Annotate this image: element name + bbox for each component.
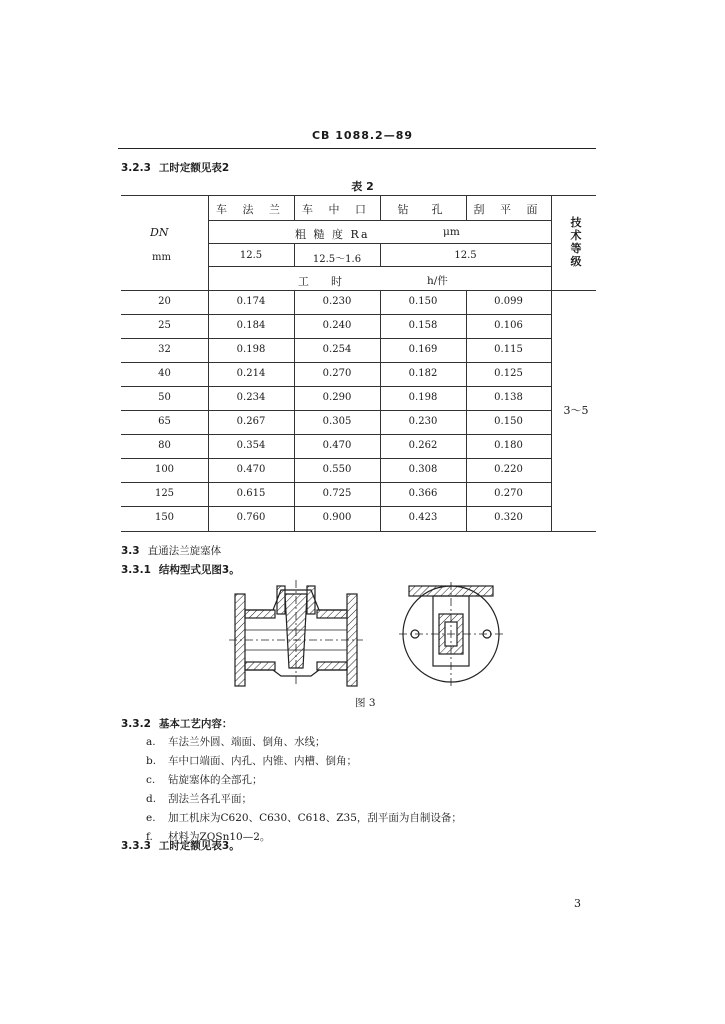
- section-number: 3.2.3: [121, 162, 151, 174]
- value-cell: 0.760: [236, 512, 266, 523]
- list-item: [146, 753, 462, 772]
- labor-unit: h/件: [427, 275, 448, 287]
- tech-grade-label: 技术等级: [570, 216, 582, 268]
- value-cell: 0.725: [322, 488, 352, 499]
- standard-header: CB 1088.2—89: [311, 129, 414, 142]
- value-cell: 0.138: [494, 392, 523, 403]
- value-cell: 0.470: [236, 464, 266, 475]
- valve-body-section-view: [229, 580, 363, 686]
- list-letter: b.: [146, 755, 157, 767]
- section-text: 直通法兰旋塞体: [147, 545, 222, 557]
- list-item: [146, 791, 462, 810]
- value-cell: 0.305: [322, 416, 352, 427]
- table-rule: [208, 266, 552, 267]
- value-cell: 0.366: [408, 488, 438, 499]
- section-number: 3.3.1: [121, 564, 151, 576]
- table-col-rule: [551, 195, 552, 531]
- list-letter: f.: [146, 831, 153, 843]
- value-cell: 0.320: [494, 512, 523, 523]
- dn-cell: 20: [158, 296, 171, 307]
- dn-cell: 100: [154, 464, 175, 475]
- value-cell: 0.125: [494, 368, 523, 379]
- value-cell: 0.290: [322, 392, 352, 403]
- value-cell: 0.470: [322, 440, 352, 451]
- section-3-3: [121, 543, 221, 558]
- value-cell: 0.214: [236, 368, 266, 379]
- value-cell: 0.106: [494, 320, 523, 331]
- section-text: 工时定额见表2: [158, 162, 230, 174]
- value-cell: 0.423: [408, 512, 438, 523]
- dn-label: DN: [150, 226, 169, 239]
- process-list: [146, 734, 462, 848]
- value-cell: 0.900: [322, 512, 352, 523]
- value-cell: 0.174: [236, 296, 266, 307]
- op-header-scrape: 刮 平 面: [473, 203, 544, 216]
- value-cell: 0.198: [236, 344, 266, 355]
- value-cell: 0.198: [408, 392, 438, 403]
- list-letter: d.: [146, 793, 157, 805]
- value-cell: 0.230: [322, 296, 352, 307]
- section-text: 工时定额见表3。: [158, 840, 240, 852]
- tech-grade-value: 3～5: [563, 404, 589, 417]
- dn-cell: 65: [158, 416, 171, 427]
- valve-body-end-view: [399, 582, 503, 686]
- section-3-3-1: [121, 562, 240, 577]
- section-3-3-3: [121, 838, 240, 853]
- table-col-rule: [208, 195, 209, 531]
- ra-value: 12.5～1.6: [312, 254, 362, 265]
- list-text: 刮法兰各孔平面；: [168, 793, 252, 805]
- table-caption: 表 2: [351, 180, 374, 193]
- list-item: [146, 734, 462, 753]
- table-rule: [121, 434, 551, 435]
- table-header-rule: [121, 290, 596, 291]
- op-header-drill: 钻 孔: [397, 203, 449, 216]
- value-cell: 0.169: [408, 344, 438, 355]
- list-letter: e.: [146, 812, 156, 824]
- table-bottom-rule: [121, 531, 596, 532]
- value-cell: 0.254: [322, 344, 352, 355]
- table-top-rule: [121, 195, 596, 196]
- list-text: 加工机床为C620、C630、C618、Z35，刮平面为自制设备；: [168, 812, 462, 824]
- value-cell: 0.182: [408, 368, 438, 379]
- op-header-mid: 车 中 口: [302, 203, 372, 216]
- page-number: 3: [574, 897, 581, 910]
- section-number: 3.3: [121, 545, 140, 557]
- dn-cell: 40: [158, 368, 171, 379]
- value-cell: 0.308: [408, 464, 438, 475]
- section-text: 结构型式见图3。: [158, 564, 240, 576]
- section-number: 3.3.2: [121, 718, 151, 730]
- value-cell: 0.150: [494, 416, 523, 427]
- list-item: [146, 810, 462, 829]
- roughness-unit: μm: [443, 226, 460, 238]
- table-rule: [121, 362, 551, 363]
- table-rule: [121, 314, 551, 315]
- value-cell: 0.270: [322, 368, 352, 379]
- value-cell: 0.615: [236, 488, 266, 499]
- dn-cell: 50: [158, 392, 171, 403]
- value-cell: 0.550: [322, 464, 352, 475]
- section-3-3-2: [121, 716, 232, 731]
- table-rule: [121, 506, 551, 507]
- list-text: 钻旋塞体的全部孔；: [168, 774, 263, 786]
- dn-cell: 150: [154, 512, 175, 523]
- value-cell: 0.150: [408, 296, 438, 307]
- section-text: 基本工艺内容：: [158, 718, 233, 730]
- value-cell: 0.267: [236, 416, 266, 427]
- ra-value: 12.5: [454, 250, 477, 261]
- dn-cell: 25: [158, 320, 171, 331]
- figure-3-drawing: [225, 578, 505, 690]
- table-rule: [121, 386, 551, 387]
- value-cell: 0.240: [322, 320, 352, 331]
- list-letter: c.: [146, 774, 156, 786]
- table-rule: [208, 220, 552, 221]
- labor-label: 工 时: [298, 275, 342, 288]
- dn-cell: 80: [158, 440, 171, 451]
- roughness-label: 粗 糙 度 Ra: [295, 228, 370, 241]
- value-cell: 0.099: [494, 296, 523, 307]
- list-item: [146, 772, 462, 791]
- figure-caption: 图 3: [355, 697, 376, 709]
- list-letter: a.: [146, 736, 156, 748]
- value-cell: 0.115: [494, 344, 523, 355]
- value-cell: 0.354: [236, 440, 266, 451]
- list-text: 材料为ZQSn10—2。: [168, 831, 271, 843]
- table-rule: [121, 338, 551, 339]
- value-cell: 0.220: [494, 464, 523, 475]
- table-rule: [121, 458, 551, 459]
- value-cell: 0.270: [494, 488, 523, 499]
- table-rule: [121, 482, 551, 483]
- dn-cell: 32: [158, 344, 171, 355]
- value-cell: 0.230: [408, 416, 438, 427]
- table-rule: [121, 410, 551, 411]
- list-text: 车法兰外圆、端面、倒角、水线；: [168, 736, 326, 748]
- value-cell: 0.234: [236, 392, 266, 403]
- mm-label: mm: [152, 252, 171, 263]
- section-number: 3.3.3: [121, 840, 151, 852]
- dn-cell: 125: [154, 488, 175, 499]
- value-cell: 0.180: [494, 440, 523, 451]
- value-cell: 0.184: [236, 320, 266, 331]
- ra-value: 12.5: [239, 250, 263, 261]
- op-header-flange: 车 法 兰: [216, 203, 286, 216]
- value-cell: 0.262: [408, 440, 438, 451]
- list-text: 车中口端面、内孔、内锥、内槽、倒角；: [168, 755, 357, 767]
- value-cell: 0.158: [408, 320, 438, 331]
